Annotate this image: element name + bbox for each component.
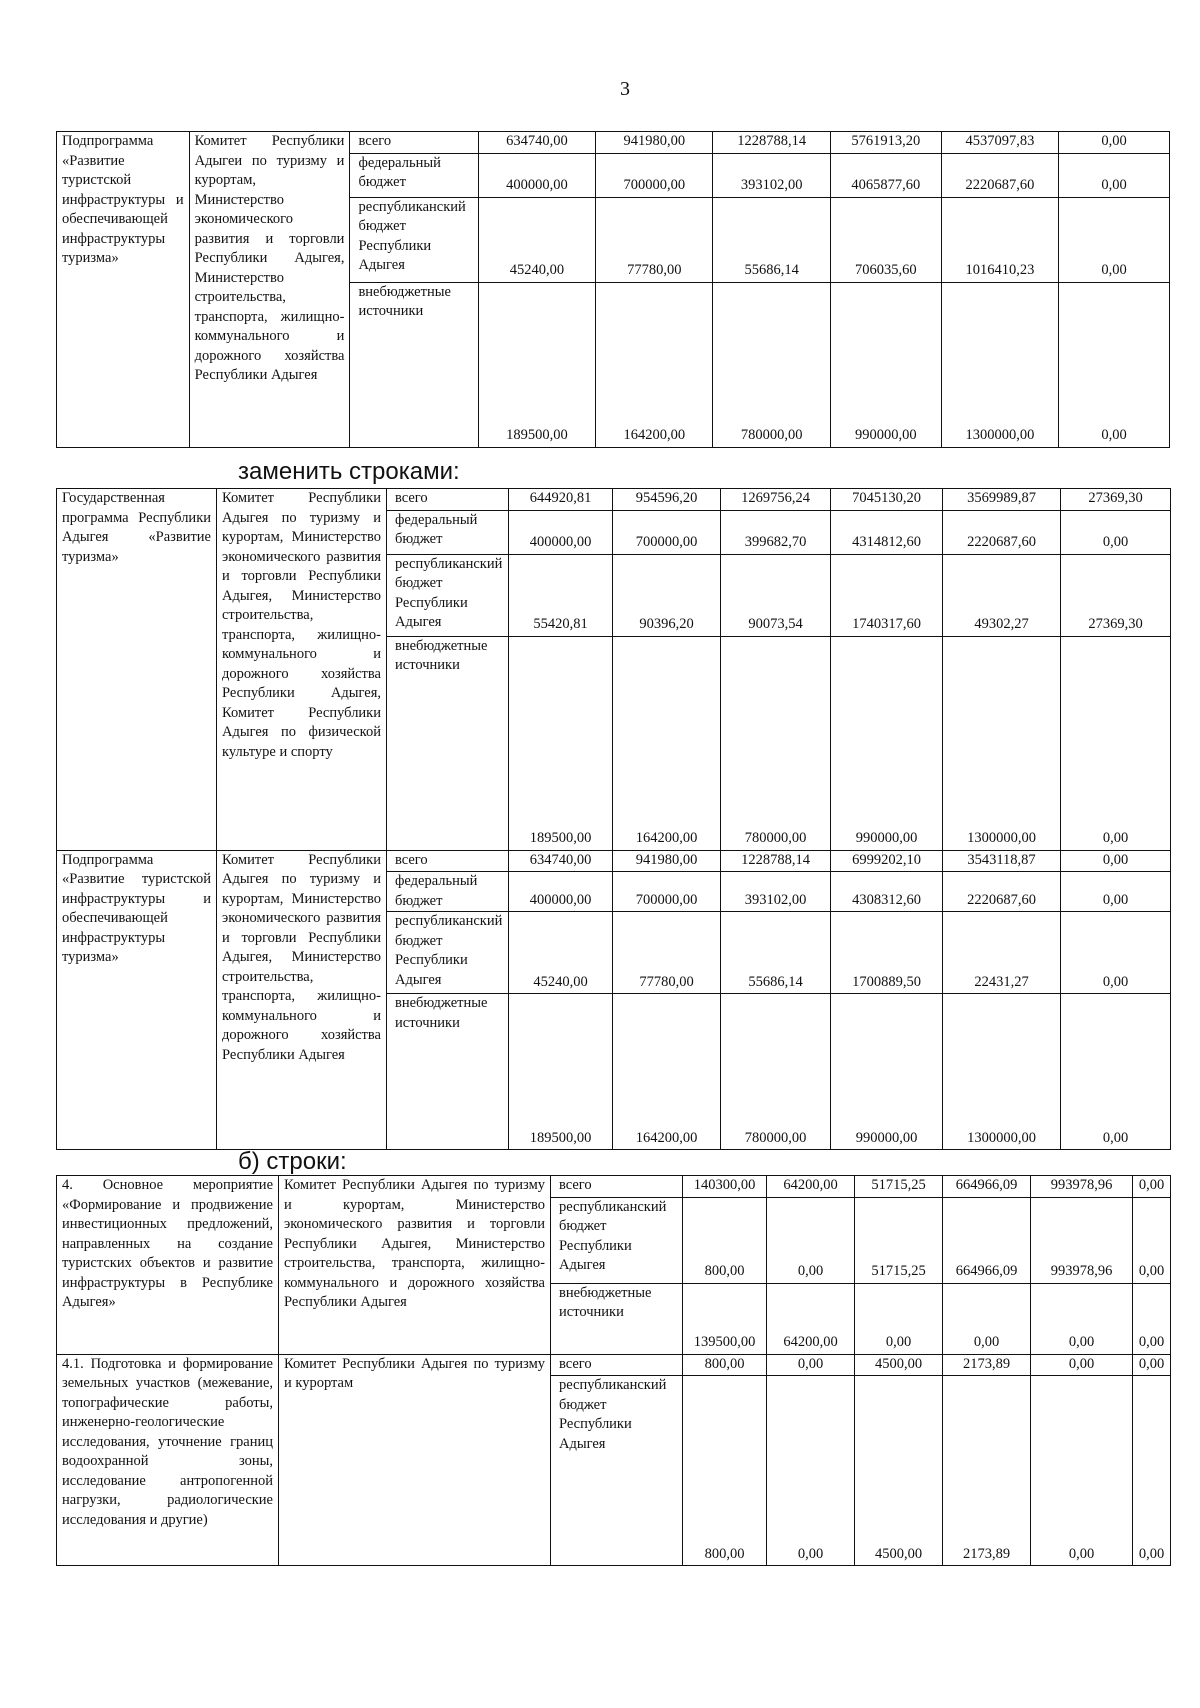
value-cell: 164200,00 [613, 994, 721, 1150]
executor-name: Комитет Республики Адыгея по туризму и курортам, Министерство экономического развития и торговли Республики Адыгея, Министерство строительства, транспорта, жилищно-коммунального и дорожного хозяйства Республики Адыгея [279, 1176, 551, 1355]
value-cell: 0,00 [1061, 912, 1171, 994]
source-label: всего [551, 1176, 683, 1198]
value-cell: 0,00 [1031, 1283, 1133, 1354]
value-cell: 27369,30 [1061, 489, 1171, 511]
value-cell: 77780,00 [613, 912, 721, 994]
value-cell: 800,00 [683, 1376, 767, 1566]
value-cell: 634740,00 [509, 850, 613, 872]
value-cell: 990000,00 [830, 282, 941, 447]
value-cell: 941980,00 [596, 132, 713, 154]
value-cell: 1300000,00 [943, 636, 1061, 850]
value-cell: 51715,25 [855, 1176, 943, 1198]
value-cell: 780000,00 [721, 994, 831, 1150]
value-cell: 189500,00 [509, 994, 613, 1150]
value-cell: 4500,00 [855, 1354, 943, 1376]
program-name: Подпрограмма «Развитие туристской инфраструктуры и обеспечивающей инфраструктуры туризма» [57, 132, 190, 448]
value-cell: 780000,00 [721, 636, 831, 850]
value-cell: 0,00 [1059, 153, 1170, 197]
value-cell: 0,00 [1059, 197, 1170, 282]
source-label: федеральный бюджет [350, 153, 478, 197]
value-cell: 1269756,24 [721, 489, 831, 511]
source-label: внебюджетные источники [350, 282, 478, 447]
value-cell: 189500,00 [509, 636, 613, 850]
program-name: Подпрограмма «Развитие туристской инфраструктуры и обеспечивающей инфраструктуры туризма» [57, 850, 217, 1150]
value-cell: 700000,00 [596, 153, 713, 197]
value-cell: 400000,00 [509, 510, 613, 554]
value-cell: 5761913,20 [830, 132, 941, 154]
source-label: всего [350, 132, 478, 154]
value-cell: 0,00 [1061, 510, 1171, 554]
value-cell: 3569989,87 [943, 489, 1061, 511]
value-cell: 0,00 [1133, 1354, 1171, 1376]
value-cell: 164200,00 [613, 636, 721, 850]
value-cell: 800,00 [683, 1354, 767, 1376]
executor-name: Комитет Республики Адыгея по туризму и курортам [279, 1354, 551, 1566]
value-cell: 400000,00 [509, 872, 613, 912]
value-cell: 0,00 [1133, 1176, 1171, 1198]
value-cell: 400000,00 [478, 153, 595, 197]
value-cell: 0,00 [1059, 132, 1170, 154]
value-cell: 1300000,00 [943, 994, 1061, 1150]
source-label: внебюджетные источники [387, 994, 509, 1150]
value-cell: 2220687,60 [943, 872, 1061, 912]
value-cell: 634740,00 [478, 132, 595, 154]
executor-name: Комитет Республики Адыгеи по туризму и курортам, Министерство экономического развития и торговли Республики Адыгея, Министерство строительства, транспорта, жилищно-коммунального и дорожного хозяйства Республики Адыгея [189, 132, 350, 448]
source-label: всего [551, 1354, 683, 1376]
budget-table-replacement [56, 488, 1171, 1150]
value-cell: 1016410,23 [941, 197, 1058, 282]
value-cell: 0,00 [1061, 872, 1171, 912]
value-cell: 990000,00 [831, 636, 943, 850]
value-cell: 1228788,14 [713, 132, 830, 154]
value-cell: 0,00 [767, 1197, 855, 1283]
value-cell: 0,00 [1031, 1354, 1133, 1376]
source-label: всего [387, 489, 509, 511]
executor-name: Комитет Республики Адыгея по туризму и курортам, Министерство экономического развития и торговли Республики Адыгея, Министерство строительства, транспорта, жилищно-коммунального и дорожного хозяйства Республики Адыгея [217, 850, 387, 1150]
source-label: республиканский бюджет Республики Адыгея [551, 1376, 683, 1566]
value-cell: 399682,70 [721, 510, 831, 554]
source-label: республиканский бюджет Республики Адыгея [387, 912, 509, 994]
value-cell: 0,00 [1059, 282, 1170, 447]
value-cell: 55686,14 [713, 197, 830, 282]
replace-heading: заменить строками: [238, 458, 460, 485]
source-label: федеральный бюджет [387, 872, 509, 912]
value-cell: 2173,89 [943, 1354, 1031, 1376]
value-cell: 0,00 [1061, 850, 1171, 872]
value-cell: 2173,89 [943, 1376, 1031, 1566]
value-cell: 90396,20 [613, 554, 721, 636]
value-cell: 45240,00 [478, 197, 595, 282]
source-label: республиканский бюджет Республики Адыгея [551, 1197, 683, 1283]
value-cell: 0,00 [855, 1283, 943, 1354]
value-cell: 49302,27 [943, 554, 1061, 636]
value-cell: 90073,54 [721, 554, 831, 636]
source-label: республиканский бюджет Республики Адыгея [350, 197, 478, 282]
value-cell: 1228788,14 [721, 850, 831, 872]
value-cell: 0,00 [1133, 1283, 1171, 1354]
source-label: внебюджетные источники [551, 1283, 683, 1354]
program-name: 4.1. Подготовка и формирование земельных участков (межевание, топографические работы, инженерно-геологические исследования, уточнение границ водоохранной зоны, исследование антропогенной нагрузки, радиологические исследования и другие) [57, 1354, 279, 1566]
value-cell: 139500,00 [683, 1283, 767, 1354]
program-name: 4. Основное мероприятие «Формирование и продвижение инвестиционных предложений, направленных на создание туристских объектов и развитие инфраструктуры в Республике Адыгея» [57, 1176, 279, 1355]
value-cell: 0,00 [767, 1376, 855, 1566]
value-cell: 3543118,87 [943, 850, 1061, 872]
value-cell: 7045130,20 [831, 489, 943, 511]
source-label: федеральный бюджет [387, 510, 509, 554]
value-cell: 22431,27 [943, 912, 1061, 994]
value-cell: 1300000,00 [941, 282, 1058, 447]
value-cell: 1700889,50 [831, 912, 943, 994]
executor-name: Комитет Республики Адыгея по туризму и курортам, Министерство экономического развития и торговли Республики Адыгея, Министерство строительства, транспорта, жилищно-коммунального и дорожного хозяйства Республики Адыгея, Комитет Республики Адыгея по физической культуре и спорту [217, 489, 387, 851]
value-cell: 993978,96 [1031, 1176, 1133, 1198]
value-cell: 990000,00 [831, 994, 943, 1150]
budget-table-original [56, 131, 1170, 448]
budget-table-b-rows [56, 1175, 1171, 1566]
value-cell: 664966,09 [943, 1197, 1031, 1283]
value-cell: 0,00 [943, 1283, 1031, 1354]
source-label: республиканский бюджет Республики Адыгея [387, 554, 509, 636]
value-cell: 77780,00 [596, 197, 713, 282]
value-cell: 164200,00 [596, 282, 713, 447]
value-cell: 4537097,83 [941, 132, 1058, 154]
value-cell: 4500,00 [855, 1376, 943, 1566]
value-cell: 4308312,60 [831, 872, 943, 912]
value-cell: 189500,00 [478, 282, 595, 447]
source-label: всего [387, 850, 509, 872]
value-cell: 0,00 [1061, 636, 1171, 850]
b-heading: б) строки: [238, 1148, 347, 1175]
value-cell: 393102,00 [721, 872, 831, 912]
value-cell: 644920,81 [509, 489, 613, 511]
value-cell: 1740317,60 [831, 554, 943, 636]
value-cell: 45240,00 [509, 912, 613, 994]
value-cell: 700000,00 [613, 510, 721, 554]
value-cell: 64200,00 [767, 1176, 855, 1198]
value-cell: 55420,81 [509, 554, 613, 636]
value-cell: 0,00 [1061, 994, 1171, 1150]
value-cell: 64200,00 [767, 1283, 855, 1354]
value-cell: 2220687,60 [943, 510, 1061, 554]
value-cell: 700000,00 [613, 872, 721, 912]
value-cell: 55686,14 [721, 912, 831, 994]
value-cell: 6999202,10 [831, 850, 943, 872]
value-cell: 2220687,60 [941, 153, 1058, 197]
value-cell: 4314812,60 [831, 510, 943, 554]
value-cell: 27369,30 [1061, 554, 1171, 636]
value-cell: 954596,20 [613, 489, 721, 511]
value-cell: 4065877,60 [830, 153, 941, 197]
program-name: Государственная программа Республики Адыгея «Развитие туризма» [57, 489, 217, 851]
value-cell: 993978,96 [1031, 1197, 1133, 1283]
value-cell: 140300,00 [683, 1176, 767, 1198]
value-cell: 706035,60 [830, 197, 941, 282]
source-label: внебюджетные источники [387, 636, 509, 850]
value-cell: 941980,00 [613, 850, 721, 872]
value-cell: 0,00 [1133, 1197, 1171, 1283]
value-cell: 664966,09 [943, 1176, 1031, 1198]
value-cell: 51715,25 [855, 1197, 943, 1283]
value-cell: 393102,00 [713, 153, 830, 197]
value-cell: 0,00 [1031, 1376, 1133, 1566]
value-cell: 800,00 [683, 1197, 767, 1283]
page-number: 3 [620, 78, 630, 100]
value-cell: 0,00 [767, 1354, 855, 1376]
value-cell: 780000,00 [713, 282, 830, 447]
value-cell: 0,00 [1133, 1376, 1171, 1566]
